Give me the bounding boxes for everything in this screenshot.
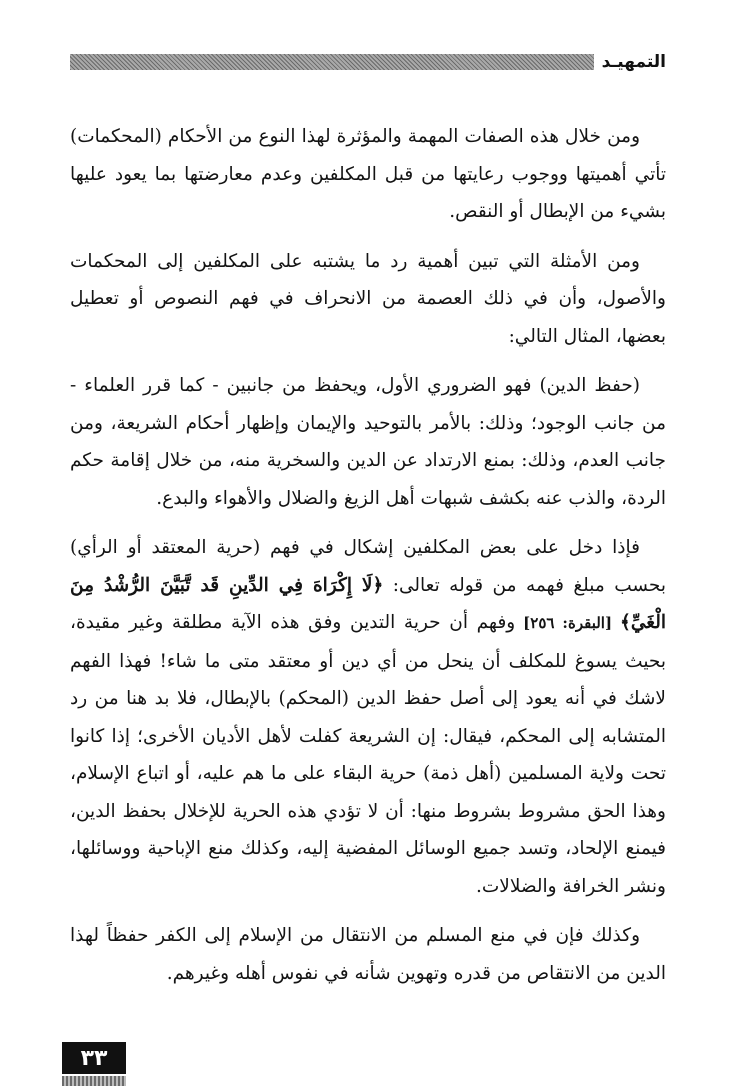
paragraph-3: (حفظ الدين) فهو الضروري الأول، ويحفظ من جانبين - كما قرر العلماء - من جانب الوجود؛ وذلك: بالأمر بالتوحيد والإيمان وإظهار أحكام الشريعة، ومن جانب العدم، وذلك: بمنع الارتداد عن الدين والسخرية منه، من خلال إقامة حكم الردة، والذب عنه بكشف شبهات أهل الزيغ والضلال والأهواء والبدع. xyxy=(70,375,666,509)
quran-verse: ﴿لَا إِكْرَاهَ فِي الدِّينِ قَد تَّبَيَّنَ الرُّشْدُ مِنَ الْغَيِّ﴾ xyxy=(70,574,666,633)
paragraph-5: وكذلك فإن في منع المسلم من الانتقال من الإسلام إلى الكفر حفظاً لهذا الدين من الانتقاص من قدره وتهوين شأنه في نفوس أهله وغيرهم. xyxy=(70,925,666,984)
header-rule xyxy=(70,54,594,70)
paragraph-4-intro: فإذا دخل على بعض المكلفين إشكال في فهم (حرية المعتقد أو الرأي) بحسب مبلغ فهمه من قوله تعالى: xyxy=(70,537,666,596)
paragraph-1: ومن خلال هذه الصفات المهمة والمؤثرة لهذا النوع من الأحكام (المحكمات) تأتي أهميتها ووجوب رعايتها من قبل المكلفين وعدم معارضتها بما يعود عليها بشيء من الإبطال أو النقص. xyxy=(70,126,666,222)
paragraph-4 xyxy=(70,529,666,905)
verse-reference: [البقرة: ٢٥٦] xyxy=(515,614,621,632)
page-number: ٣٣ xyxy=(62,1042,126,1074)
paragraph-2: ومن الأمثلة التي تبين أهمية رد ما يشتبه على المكلفين إلى المحكمات والأصول، وأن في ذلك العصمة من الانحراف في فهم النصوص أو تعطيل بعضها، المثال التالي: xyxy=(70,250,666,347)
chapter-title: التمهيـد xyxy=(601,52,666,72)
page-header xyxy=(70,50,666,74)
footer-decoration xyxy=(62,1076,126,1086)
paragraph-4-body: وفهم أن حرية التدين وفق هذه الآية مطلقة وغير مقيدة، بحيث يسوغ للمكلف أن ينحل من أي دين أو معتقد متى ما شاء! فهذا الفهم لاشك في أنه يعود إلى أصل حفظ الدين (المحكم) بالإبطال، فلا بد هنا من رد المتشابه إلى المحكم، فيقال: إن الشريعة كفلت لأهل الأديان الأخرى؛ إذا كانوا تحت ولاية المسلمين (أهل ذمة) حرية البقاء على ما هم عليه، أو اتباع الإسلام، وهذا الحق مشروط بشروط منها: أن لا تؤدي هذه الحرية للإخلال بحفظ الدين، فيمنع الإلحاد، وتسد جميع الوسائل المفضية إليه، وكذلك منع الإباحية ووسائلها، ونشر الخرافة والضلالات. xyxy=(70,612,666,897)
main-text xyxy=(70,118,666,1004)
